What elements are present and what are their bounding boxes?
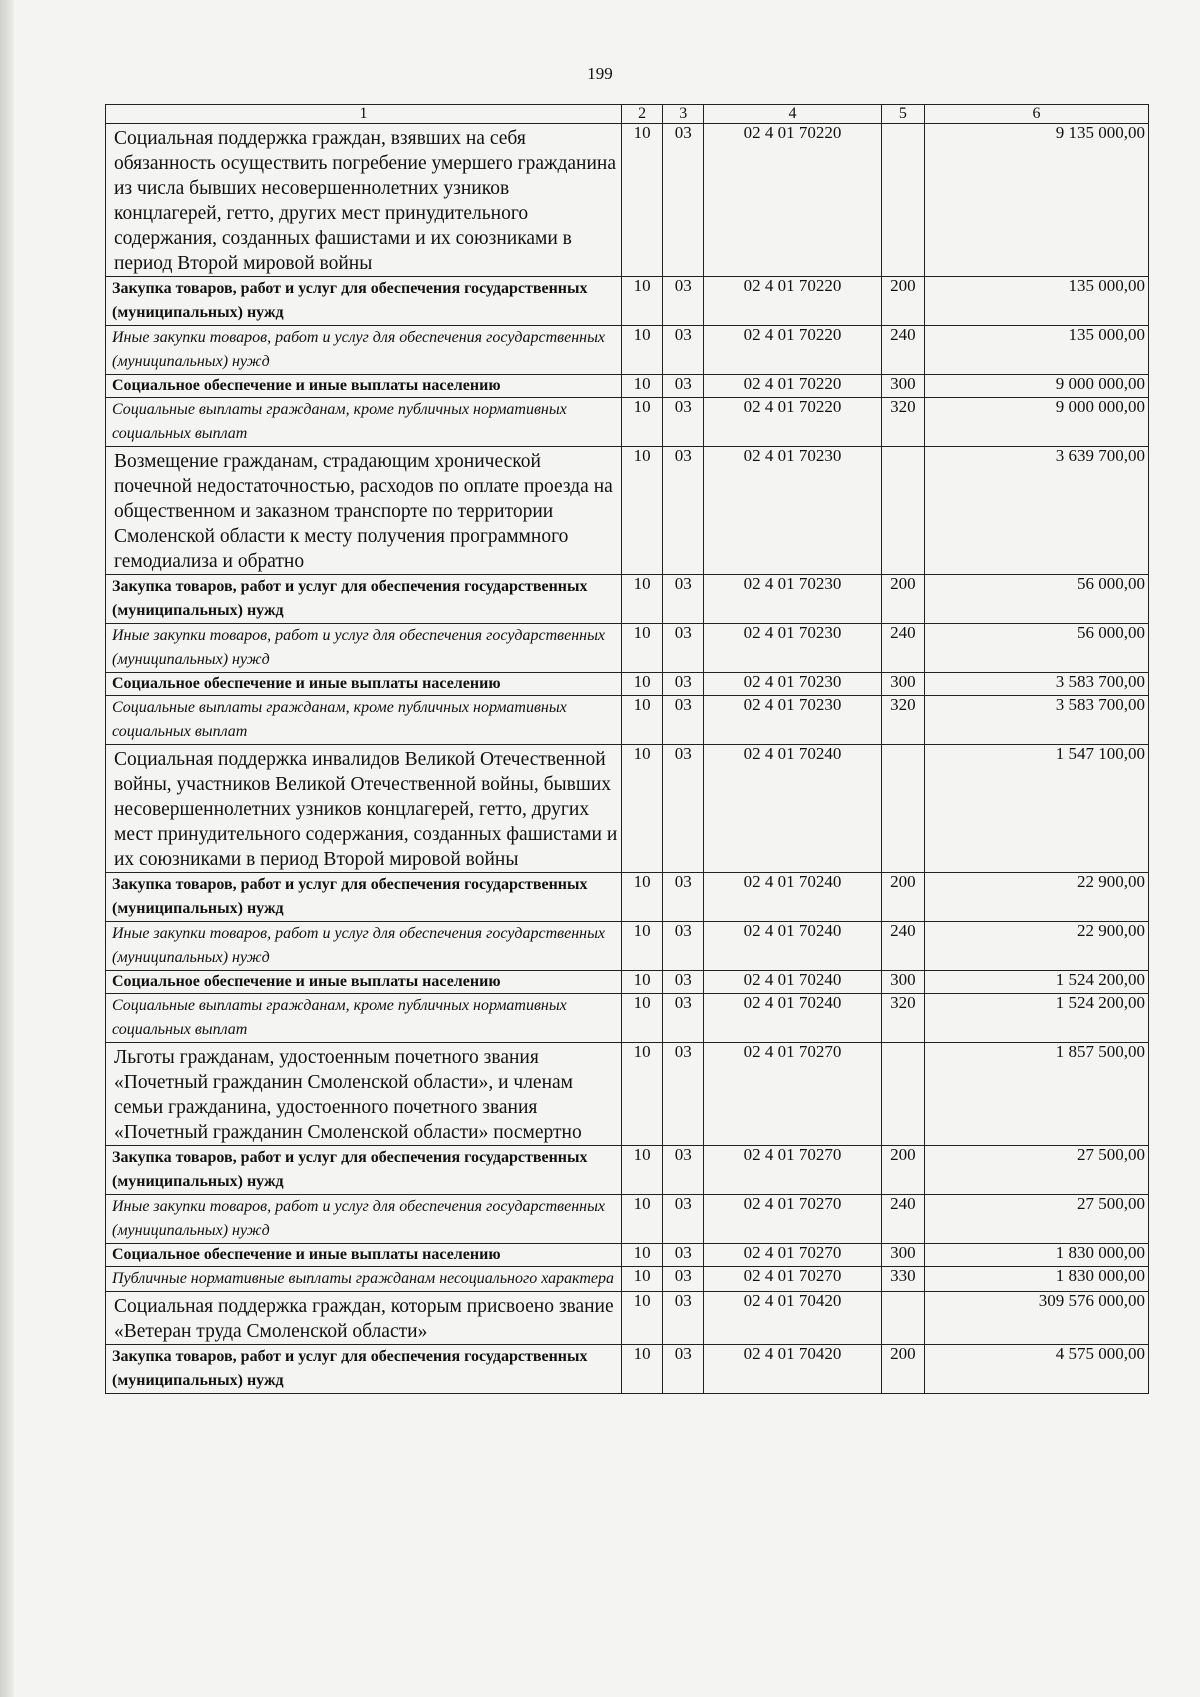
row-amount-cell: 3 583 700,00	[925, 696, 1149, 745]
row-subsection-cell: 03	[663, 1146, 704, 1195]
table-header-row	[106, 105, 1149, 124]
row-section-cell: 10	[622, 1292, 663, 1345]
row-subsection-cell: 03	[663, 873, 704, 922]
row-subsection-cell: 03	[663, 1345, 704, 1394]
row-expense-type-cell: 240	[881, 326, 924, 375]
row-target-code-cell: 02 4 01 70220	[704, 326, 881, 375]
row-name-cell: Иные закупки товаров, работ и услуг для обеспечения государственных (муниципальных) нужд	[106, 326, 622, 375]
row-target-code-cell: 02 4 01 70420	[704, 1345, 881, 1394]
row-section-cell: 10	[622, 745, 663, 873]
row-name-cell: Социальное обеспечение и иные выплаты населению	[106, 673, 622, 696]
row-target-code-cell: 02 4 01 70270	[704, 1146, 881, 1195]
row-section-cell: 10	[622, 277, 663, 326]
row-amount-cell: 22 900,00	[925, 922, 1149, 971]
row-subsection-cell: 03	[663, 375, 704, 398]
row-target-code-cell: 02 4 01 70230	[704, 447, 881, 575]
row-subsection-cell: 03	[663, 124, 704, 277]
row-name-cell: Социальные выплаты гражданам, кроме публичных нормативных социальных выплат	[106, 696, 622, 745]
row-target-code-cell: 02 4 01 70240	[704, 971, 881, 994]
row-name-cell: Закупка товаров, работ и услуг для обеспечения государственных (муниципальных) нужд	[106, 277, 622, 326]
table-row	[106, 326, 1149, 375]
header-col-1: 1	[106, 105, 622, 124]
row-expense-type-cell: 200	[881, 873, 924, 922]
row-subsection-cell: 03	[663, 1043, 704, 1146]
row-target-code-cell: 02 4 01 70220	[704, 124, 881, 277]
row-subsection-cell: 03	[663, 1244, 704, 1267]
row-expense-type-cell: 320	[881, 696, 924, 745]
row-expense-type-cell	[881, 745, 924, 873]
table-row	[106, 398, 1149, 447]
header-col-2: 2	[622, 105, 663, 124]
row-name-cell: Социальная поддержка граждан, которым присвоено звание «Ветеран труда Смоленской области»	[106, 1292, 622, 1345]
row-section-cell: 10	[622, 971, 663, 994]
row-expense-type-cell: 200	[881, 1146, 924, 1195]
row-subsection-cell: 03	[663, 922, 704, 971]
table-row	[106, 447, 1149, 575]
table-row	[106, 922, 1149, 971]
table-row	[106, 971, 1149, 994]
row-target-code-cell: 02 4 01 70240	[704, 994, 881, 1043]
row-amount-cell: 1 857 500,00	[925, 1043, 1149, 1146]
row-target-code-cell: 02 4 01 70270	[704, 1043, 881, 1146]
table-row	[106, 1244, 1149, 1267]
table-row	[106, 673, 1149, 696]
row-section-cell: 10	[622, 124, 663, 277]
row-subsection-cell: 03	[663, 696, 704, 745]
row-expense-type-cell: 200	[881, 277, 924, 326]
row-subsection-cell: 03	[663, 326, 704, 375]
table-row	[106, 124, 1149, 277]
row-name-cell: Иные закупки товаров, работ и услуг для обеспечения государственных (муниципальных) нужд	[106, 922, 622, 971]
row-name-cell: Социальные выплаты гражданам, кроме публичных нормативных социальных выплат	[106, 994, 622, 1043]
row-expense-type-cell	[881, 1292, 924, 1345]
row-name-cell: Социальное обеспечение и иные выплаты населению	[106, 1244, 622, 1267]
table-row	[106, 994, 1149, 1043]
table-row	[106, 1345, 1149, 1394]
row-subsection-cell: 03	[663, 398, 704, 447]
header-col-6: 6	[925, 105, 1149, 124]
row-amount-cell: 9 135 000,00	[925, 124, 1149, 277]
row-amount-cell: 56 000,00	[925, 624, 1149, 673]
row-subsection-cell: 03	[663, 1292, 704, 1345]
row-subsection-cell: 03	[663, 994, 704, 1043]
row-amount-cell: 135 000,00	[925, 277, 1149, 326]
row-amount-cell: 27 500,00	[925, 1146, 1149, 1195]
row-expense-type-cell: 200	[881, 575, 924, 624]
row-expense-type-cell	[881, 124, 924, 277]
row-amount-cell: 135 000,00	[925, 326, 1149, 375]
row-amount-cell: 1 524 200,00	[925, 971, 1149, 994]
header-col-4: 4	[704, 105, 881, 124]
row-amount-cell: 56 000,00	[925, 575, 1149, 624]
row-target-code-cell: 02 4 01 70240	[704, 873, 881, 922]
row-section-cell: 10	[622, 375, 663, 398]
row-subsection-cell: 03	[663, 971, 704, 994]
table-row	[106, 624, 1149, 673]
row-name-cell: Возмещение гражданам, страдающим хронической почечной недостаточностью, расходов по оплате проезда на общественном и заказном транспорте по территории Смоленской области к месту получения программного гемодиализа и обратно	[106, 447, 622, 575]
row-section-cell: 10	[622, 1146, 663, 1195]
row-name-cell: Закупка товаров, работ и услуг для обеспечения государственных (муниципальных) нужд	[106, 873, 622, 922]
table-row	[106, 375, 1149, 398]
row-target-code-cell: 02 4 01 70230	[704, 624, 881, 673]
row-section-cell: 10	[622, 1267, 663, 1292]
table-row	[106, 745, 1149, 873]
row-expense-type-cell: 300	[881, 673, 924, 696]
row-expense-type-cell: 320	[881, 994, 924, 1043]
row-section-cell: 10	[622, 994, 663, 1043]
row-target-code-cell: 02 4 01 70240	[704, 922, 881, 971]
row-name-cell: Социальная поддержка граждан, взявших на себя обязанность осуществить погребение умершего гражданина из числа бывших несовершеннолетних узников концлагерей, гетто, других мест принудительного содержания, созданных фашистами и их союзниками в период Второй мировой войны	[106, 124, 622, 277]
row-target-code-cell: 02 4 01 70230	[704, 673, 881, 696]
row-amount-cell: 27 500,00	[925, 1195, 1149, 1244]
row-expense-type-cell: 240	[881, 624, 924, 673]
table-row	[106, 1267, 1149, 1292]
row-expense-type-cell	[881, 1043, 924, 1146]
row-subsection-cell: 03	[663, 673, 704, 696]
row-name-cell: Публичные нормативные выплаты гражданам несоциального характера	[106, 1267, 622, 1292]
row-amount-cell: 1 830 000,00	[925, 1244, 1149, 1267]
row-expense-type-cell	[881, 447, 924, 575]
header-col-3: 3	[663, 105, 704, 124]
row-section-cell: 10	[622, 624, 663, 673]
row-amount-cell: 1 547 100,00	[925, 745, 1149, 873]
row-amount-cell: 1 524 200,00	[925, 994, 1149, 1043]
row-section-cell: 10	[622, 1345, 663, 1394]
table-row	[106, 1146, 1149, 1195]
row-expense-type-cell: 300	[881, 1244, 924, 1267]
row-expense-type-cell: 320	[881, 398, 924, 447]
row-name-cell: Льготы гражданам, удостоенным почетного звания «Почетный гражданин Смоленской области», и членам семьи гражданина, удостоенного почетного звания «Почетный гражданин Смоленской области» посмертно	[106, 1043, 622, 1146]
row-amount-cell: 22 900,00	[925, 873, 1149, 922]
row-target-code-cell: 02 4 01 70220	[704, 277, 881, 326]
table-row	[106, 696, 1149, 745]
row-amount-cell: 1 830 000,00	[925, 1267, 1149, 1292]
row-amount-cell: 3 639 700,00	[925, 447, 1149, 575]
row-target-code-cell: 02 4 01 70270	[704, 1195, 881, 1244]
row-expense-type-cell: 300	[881, 971, 924, 994]
row-expense-type-cell: 300	[881, 375, 924, 398]
row-target-code-cell: 02 4 01 70420	[704, 1292, 881, 1345]
page-number: 199	[587, 64, 613, 83]
row-section-cell: 10	[622, 575, 663, 624]
table-row	[106, 873, 1149, 922]
row-target-code-cell: 02 4 01 70270	[704, 1267, 881, 1292]
row-expense-type-cell: 200	[881, 1345, 924, 1394]
row-target-code-cell: 02 4 01 70240	[704, 745, 881, 873]
row-section-cell: 10	[622, 673, 663, 696]
row-name-cell: Социальное обеспечение и иные выплаты населению	[106, 971, 622, 994]
header-col-5: 5	[881, 105, 924, 124]
row-name-cell: Социальные выплаты гражданам, кроме публичных нормативных социальных выплат	[106, 398, 622, 447]
row-target-code-cell: 02 4 01 70230	[704, 696, 881, 745]
row-expense-type-cell: 330	[881, 1267, 924, 1292]
row-section-cell: 10	[622, 398, 663, 447]
table-row	[106, 277, 1149, 326]
table-row	[106, 575, 1149, 624]
row-amount-cell: 9 000 000,00	[925, 398, 1149, 447]
row-name-cell: Закупка товаров, работ и услуг для обеспечения государственных (муниципальных) нужд	[106, 1345, 622, 1394]
row-section-cell: 10	[622, 447, 663, 575]
row-amount-cell: 4 575 000,00	[925, 1345, 1149, 1394]
scan-edge	[0, 0, 14, 1697]
row-name-cell: Иные закупки товаров, работ и услуг для обеспечения государственных (муниципальных) нужд	[106, 624, 622, 673]
row-section-cell: 10	[622, 1195, 663, 1244]
row-target-code-cell: 02 4 01 70230	[704, 575, 881, 624]
row-section-cell: 10	[622, 1244, 663, 1267]
row-subsection-cell: 03	[663, 745, 704, 873]
row-subsection-cell: 03	[663, 575, 704, 624]
row-expense-type-cell: 240	[881, 922, 924, 971]
row-subsection-cell: 03	[663, 624, 704, 673]
row-subsection-cell: 03	[663, 1195, 704, 1244]
row-name-cell: Закупка товаров, работ и услуг для обеспечения государственных (муниципальных) нужд	[106, 1146, 622, 1195]
budget-table	[105, 104, 1149, 1394]
row-name-cell: Социальное обеспечение и иные выплаты населению	[106, 375, 622, 398]
row-target-code-cell: 02 4 01 70270	[704, 1244, 881, 1267]
row-name-cell: Иные закупки товаров, работ и услуг для обеспечения государственных (муниципальных) нужд	[106, 1195, 622, 1244]
row-section-cell: 10	[622, 873, 663, 922]
row-section-cell: 10	[622, 1043, 663, 1146]
row-subsection-cell: 03	[663, 1267, 704, 1292]
row-amount-cell: 309 576 000,00	[925, 1292, 1149, 1345]
row-subsection-cell: 03	[663, 277, 704, 326]
table-body	[106, 105, 1149, 1394]
row-subsection-cell: 03	[663, 447, 704, 575]
row-name-cell: Закупка товаров, работ и услуг для обеспечения государственных (муниципальных) нужд	[106, 575, 622, 624]
table-row	[106, 1043, 1149, 1146]
row-amount-cell: 3 583 700,00	[925, 673, 1149, 696]
row-amount-cell: 9 000 000,00	[925, 375, 1149, 398]
row-target-code-cell: 02 4 01 70220	[704, 398, 881, 447]
row-target-code-cell: 02 4 01 70220	[704, 375, 881, 398]
table-row	[106, 1195, 1149, 1244]
row-section-cell: 10	[622, 696, 663, 745]
row-section-cell: 10	[622, 922, 663, 971]
row-name-cell: Социальная поддержка инвалидов Великой Отечественной войны, участников Великой Отечественной войны, бывших несовершеннолетних узников концлагерей, гетто, других мест принудительного содержания, созданных фашистами и их союзниками в период Второй мировой войны	[106, 745, 622, 873]
row-section-cell: 10	[622, 326, 663, 375]
row-expense-type-cell: 240	[881, 1195, 924, 1244]
table-row	[106, 1292, 1149, 1345]
